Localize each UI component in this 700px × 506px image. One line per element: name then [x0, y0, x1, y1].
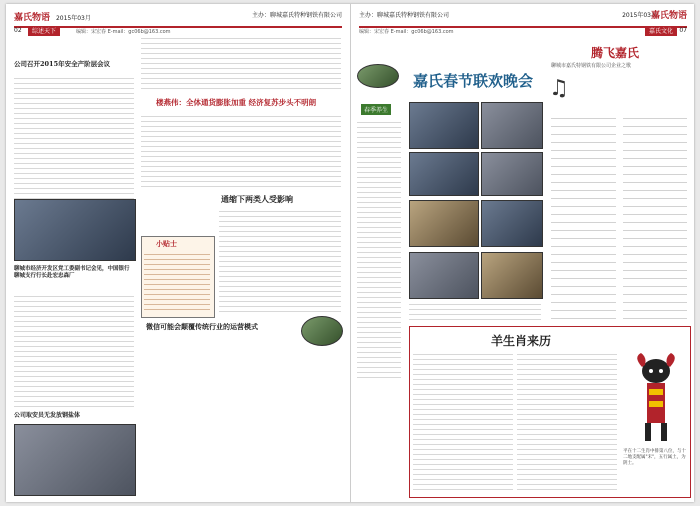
contact: E-mail：gc06b@163.com — [390, 29, 454, 35]
lyrics-col-2 — [623, 114, 687, 319]
zodiac-text-2 — [517, 352, 617, 492]
spring-leaf-graphic — [357, 64, 399, 88]
spring-text — [357, 120, 401, 380]
editor: 编辑：宋宏春 — [359, 29, 390, 35]
gala-text — [409, 302, 541, 322]
zodiac-title: 羊生肖来历 — [491, 334, 552, 348]
editor: 编辑：宋宏春 — [76, 29, 107, 35]
gala-photo-3 — [409, 152, 479, 196]
section-tag: 嘉氏文化 — [645, 27, 677, 36]
header-rule — [14, 26, 342, 28]
poem-title: 腾飞嘉氏 — [591, 46, 640, 60]
music-note-icon: ♫ — [549, 76, 569, 101]
lyrics-col-1 — [551, 114, 616, 319]
headline-third: 通缩下两类人受影响 — [221, 194, 293, 204]
zodiac-caption: 平在十二生肖中排第八位，与十二地支配属"未"，五行属土，为阴土。 — [623, 449, 686, 466]
meeting-photo — [14, 199, 136, 261]
article-col-1 — [14, 76, 134, 206]
headline-sixth: 公司取安员无发放钢盐体 — [14, 412, 81, 419]
header-date: 2015年03月 — [55, 15, 91, 22]
gala-headline: 嘉氏春节联欢晚会 — [413, 72, 534, 90]
group-photo — [14, 424, 136, 496]
masthead: 嘉氏物语 — [650, 11, 687, 21]
gala-photo-8 — [481, 252, 543, 299]
right-header — [359, 10, 687, 26]
header-publisher: 主办：聊城嘉氏特种钢铁有限公司 — [251, 12, 342, 19]
contact: E-mail：gc06b@163.com — [107, 29, 171, 35]
zodiac-text-1 — [413, 352, 513, 492]
page-number: 02 — [14, 27, 22, 34]
spring-label: 春季养生 — [361, 104, 391, 115]
header-publisher: 主办：聊城嘉氏特种钢铁有限公司 — [359, 12, 450, 19]
header-editor — [76, 28, 171, 35]
gala-photo-5 — [409, 200, 479, 247]
page-number: 07 — [679, 27, 687, 34]
headline-fifth: 聊城市经济开发区党工委副书记会见，中国银行聊城支行行长赴宏忠森厂 — [14, 266, 130, 279]
article-top-text — [141, 36, 341, 91]
poem-subtitle: 聊城市嘉氏特钢铁有限公司企业之歌 — [551, 63, 632, 69]
gala-photo-2 — [481, 102, 543, 149]
article-col-2 — [141, 114, 341, 189]
wechat-logo — [301, 316, 343, 346]
tips-text — [144, 252, 210, 312]
headline-second: 楼燕伟：全体通货膨胀加重 经济复苏步头不明朗 — [156, 98, 317, 107]
masthead: 嘉氏物语 — [14, 13, 51, 23]
header-date: 2015年03月 — [622, 12, 657, 19]
header-editor — [359, 28, 454, 35]
gala-photo-7 — [409, 252, 479, 299]
article-col-4 — [141, 346, 341, 496]
left-header — [14, 10, 342, 26]
gala-photo-6 — [481, 200, 543, 247]
gala-photo-4 — [481, 152, 543, 196]
headline-main: 公司召开2015年安全产阶层会议 — [14, 60, 111, 68]
left-page — [6, 4, 350, 502]
newspaper-spread — [6, 4, 694, 502]
ram-figure-icon — [631, 349, 681, 444]
headline-fourth: 微信可能会颠覆传统行业的运营模式 — [146, 322, 258, 331]
right-page — [350, 4, 695, 502]
gala-photo-1 — [409, 102, 479, 149]
article-col-3 — [219, 209, 341, 314]
tips-title: 小贴士 — [156, 239, 177, 248]
article-col-1b — [14, 294, 134, 409]
section-tag: 综述天下 — [28, 27, 60, 36]
